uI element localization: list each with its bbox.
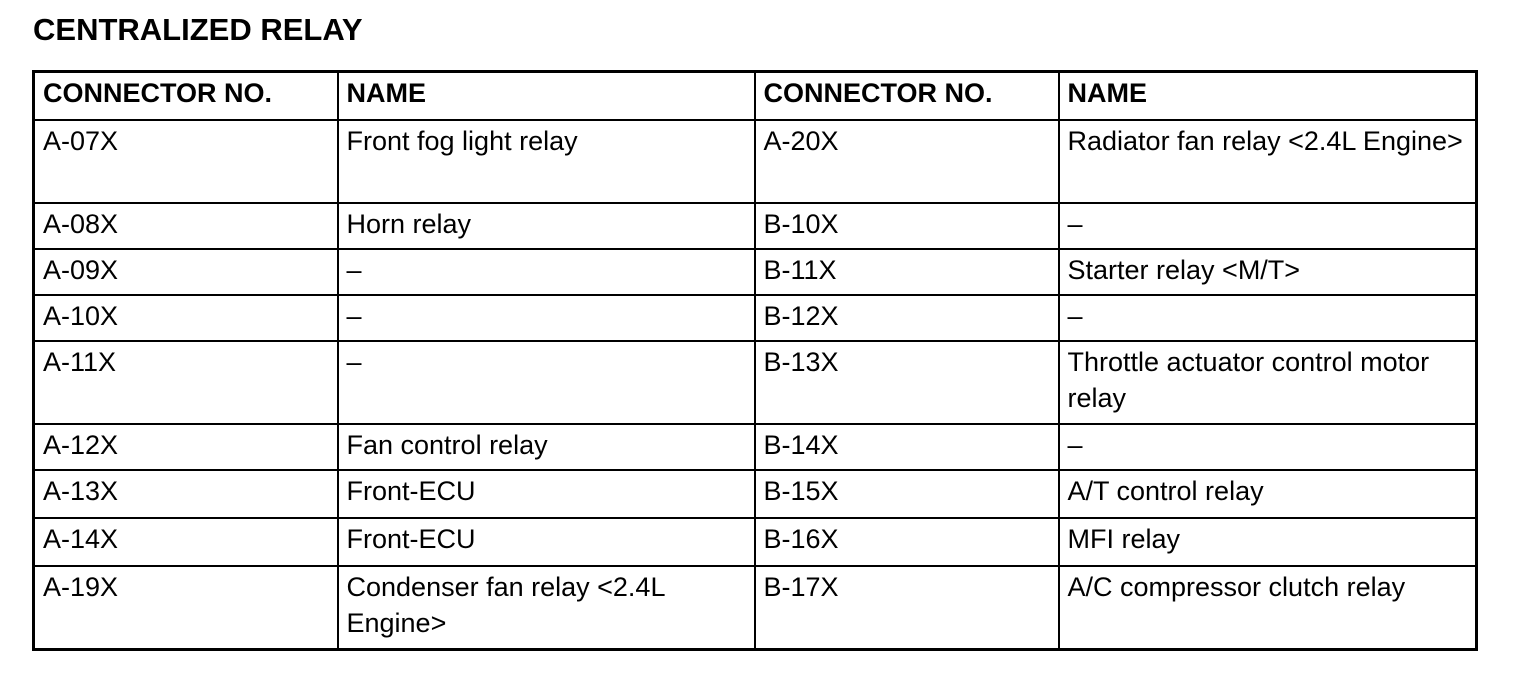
connector-cell: B-14X	[755, 424, 1059, 470]
name-cell: Front-ECU	[338, 470, 755, 518]
table-row	[34, 341, 1477, 424]
connector-cell: B-12X	[755, 295, 1059, 341]
name-cell: A/C compressor clutch relay	[1059, 566, 1477, 650]
connector-cell: B-16X	[755, 518, 1059, 566]
table-row	[34, 424, 1477, 470]
connector-cell: A-10X	[34, 295, 338, 341]
name-cell: Throttle actuator control motor relay	[1059, 341, 1477, 424]
table-row	[34, 470, 1477, 518]
name-cell: A/T control relay	[1059, 470, 1477, 518]
connector-cell: A-09X	[34, 249, 338, 295]
name-cell: Starter relay <M/T>	[1059, 249, 1477, 295]
table-row	[34, 120, 1477, 203]
page-title: CENTRALIZED RELAY	[33, 12, 363, 47]
name-cell: –	[1059, 203, 1477, 249]
connector-cell: A-11X	[34, 341, 338, 424]
connector-cell: A-13X	[34, 470, 338, 518]
name-cell: –	[1059, 424, 1477, 470]
table-row	[34, 518, 1477, 566]
connector-cell: A-12X	[34, 424, 338, 470]
table-row	[34, 203, 1477, 249]
name-cell: Condenser fan relay <2.4L Engine>	[338, 566, 755, 650]
table-row	[34, 566, 1477, 650]
connector-cell: A-08X	[34, 203, 338, 249]
name-cell: –	[338, 249, 755, 295]
connector-cell: B-10X	[755, 203, 1059, 249]
name-cell: Front fog light relay	[338, 120, 755, 203]
table-header-row	[34, 72, 1477, 121]
name-cell: Front-ECU	[338, 518, 755, 566]
relay-table	[32, 70, 1478, 651]
connector-cell: B-17X	[755, 566, 1059, 650]
column-header-name: NAME	[338, 72, 755, 121]
name-cell: Fan control relay	[338, 424, 755, 470]
column-header-name: NAME	[1059, 72, 1477, 121]
connector-cell: A-07X	[34, 120, 338, 203]
name-cell: –	[338, 295, 755, 341]
name-cell: –	[338, 341, 755, 424]
connector-cell: B-13X	[755, 341, 1059, 424]
connector-cell: B-15X	[755, 470, 1059, 518]
table-row	[34, 295, 1477, 341]
name-cell: –	[1059, 295, 1477, 341]
column-header-connector-no: CONNECTOR NO.	[34, 72, 338, 121]
connector-cell: A-19X	[34, 566, 338, 650]
connector-cell: A-20X	[755, 120, 1059, 203]
name-cell: MFI relay	[1059, 518, 1477, 566]
table-row	[34, 249, 1477, 295]
connector-cell: B-11X	[755, 249, 1059, 295]
name-cell: Radiator fan relay <2.4L Engine>	[1059, 120, 1477, 203]
connector-cell: A-14X	[34, 518, 338, 566]
column-header-connector-no: CONNECTOR NO.	[755, 72, 1059, 121]
name-cell: Horn relay	[338, 203, 755, 249]
